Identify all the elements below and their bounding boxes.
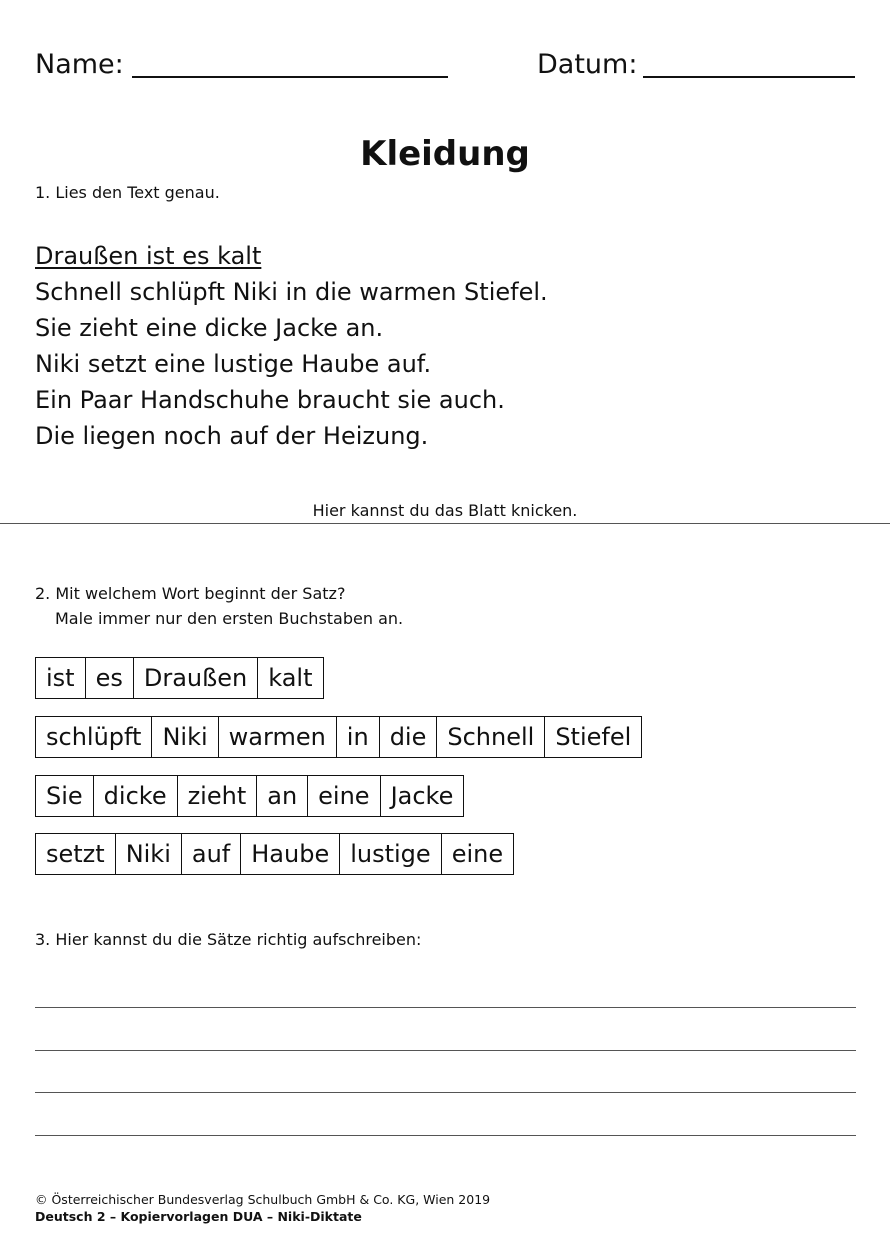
writing-line[interactable]	[35, 1007, 856, 1008]
word-box[interactable]: eine	[307, 776, 379, 816]
word-row-1	[35, 657, 324, 699]
word-box[interactable]: ist	[46, 664, 75, 692]
word-box[interactable]: warmen	[218, 717, 336, 757]
page-title: Kleidung	[360, 134, 530, 174]
word-box[interactable]: lustige	[339, 834, 440, 874]
word-box[interactable]: es	[85, 658, 133, 698]
story-heading: Draußen ist es kalt	[35, 242, 262, 270]
task2-subinstruction: Male immer nur den ersten Buchstaben an.	[55, 609, 404, 628]
story-line: Niki setzt eine lustige Haube auf.	[35, 350, 432, 378]
word-box[interactable]: Niki	[115, 834, 181, 874]
name-field[interactable]	[132, 76, 448, 78]
footer-copyright: © Österreichischer Bundesverlag Schulbuch GmbH & Co. KG, Wien 2019	[35, 1192, 491, 1207]
story-text	[35, 238, 548, 454]
name-label: Name:	[35, 49, 124, 80]
word-box[interactable]: setzt	[46, 840, 105, 868]
word-box[interactable]: schlüpft	[46, 723, 142, 751]
word-row-3	[35, 775, 464, 817]
date-label: Datum:	[537, 49, 638, 80]
fold-line	[0, 523, 890, 524]
word-box[interactable]: Niki	[151, 717, 217, 757]
word-box[interactable]: Stiefel	[544, 717, 641, 757]
word-box[interactable]: dicke	[93, 776, 177, 816]
word-box[interactable]: Schnell	[436, 717, 544, 757]
word-box[interactable]: auf	[181, 834, 240, 874]
writing-line[interactable]	[35, 1050, 856, 1051]
word-box[interactable]: Sie	[46, 782, 83, 810]
word-box[interactable]: die	[379, 717, 437, 757]
date-field[interactable]	[643, 76, 855, 78]
story-line: Ein Paar Handschuhe braucht sie auch.	[35, 386, 505, 414]
task1-instruction: 1. Lies den Text genau.	[35, 183, 220, 202]
story-line: Die liegen noch auf der Heizung.	[35, 422, 429, 450]
story-line: Schnell schlüpft Niki in die warmen Stiefel.	[35, 278, 548, 306]
word-box[interactable]: Draußen	[133, 658, 257, 698]
word-box[interactable]: zieht	[177, 776, 257, 816]
word-box[interactable]: kalt	[257, 658, 322, 698]
word-box[interactable]: in	[336, 717, 379, 757]
word-row-2	[35, 716, 642, 758]
writing-line[interactable]	[35, 1135, 856, 1136]
task2-instruction: 2. Mit welchem Wort beginnt der Satz?	[35, 584, 346, 603]
writing-line[interactable]	[35, 1092, 856, 1093]
fold-hint: Hier kannst du das Blatt knicken.	[312, 501, 578, 520]
word-row-4	[35, 833, 514, 875]
word-box[interactable]: eine	[441, 834, 513, 874]
word-box[interactable]: Haube	[240, 834, 339, 874]
word-box[interactable]: Jacke	[380, 776, 464, 816]
word-box[interactable]: an	[256, 776, 307, 816]
task3-instruction: 3. Hier kannst du die Sätze richtig aufschreiben:	[35, 930, 422, 949]
footer-series: Deutsch 2 – Kopiervorlagen DUA – Niki-Diktate	[35, 1209, 362, 1224]
story-line: Sie zieht eine dicke Jacke an.	[35, 314, 384, 342]
